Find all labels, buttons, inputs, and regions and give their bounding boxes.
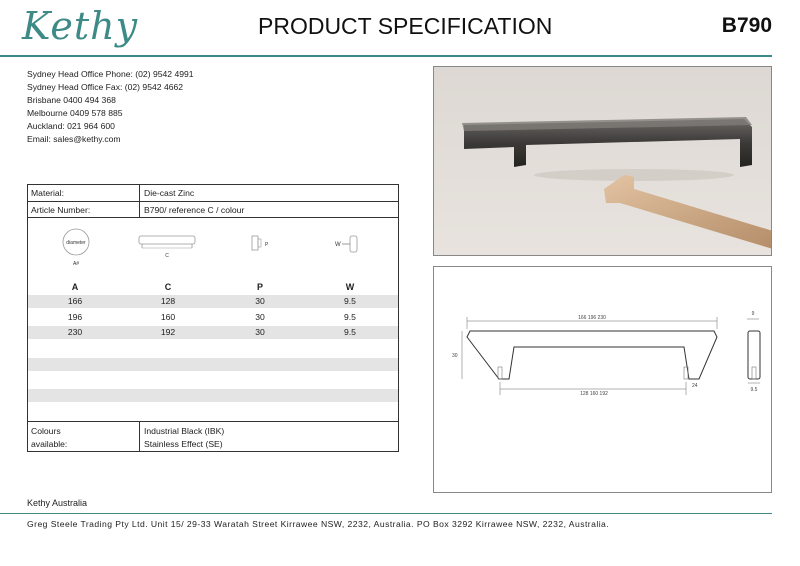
brass-handle	[604, 175, 772, 249]
projection-diagram	[250, 226, 272, 260]
colours-row	[28, 421, 398, 451]
cell: 192	[160, 327, 176, 337]
contact-line: Auckland: 021 964 600	[27, 121, 115, 132]
contact-line: Brisbane 0400 494 368	[27, 95, 116, 106]
length-diagram	[136, 226, 200, 260]
col-header-c: C	[164, 282, 172, 292]
handle-illustration	[434, 67, 772, 256]
product-code: B790	[721, 14, 772, 37]
cell: 196	[67, 312, 83, 322]
empty-row	[28, 358, 398, 371]
height-dimension: 30	[452, 353, 458, 359]
width-diagram	[334, 226, 366, 260]
article-label: Article Number:	[31, 205, 91, 215]
a-label: A#	[72, 261, 80, 267]
bottom-dimension: 128 160 192	[580, 391, 608, 397]
cell: 30	[255, 327, 265, 337]
cell: 30	[255, 296, 265, 306]
colour-option: Industrial Black (IBK)	[144, 426, 225, 436]
contact-email: Email: sales@kethy.com	[27, 134, 121, 145]
footer-divider	[0, 513, 772, 514]
col-header-w: W	[345, 282, 355, 292]
cell: 166	[67, 296, 83, 306]
cell: 9.5	[344, 327, 356, 337]
footer-company: Kethy Australia	[27, 498, 88, 508]
page-title: PRODUCT SPECIFICATION	[258, 13, 553, 39]
brand-logo: Kethy	[22, 4, 139, 48]
colours-label: Colours	[31, 426, 61, 436]
table-row	[28, 326, 398, 339]
column-divider	[139, 421, 140, 451]
side-bottom-dimension: 9.5	[750, 387, 758, 393]
p-label: P	[265, 242, 269, 248]
contact-block	[27, 68, 194, 147]
contact-line: Melbourne 0409 578 885	[27, 108, 123, 119]
cell: 9.5	[344, 312, 356, 322]
header-divider	[0, 55, 772, 57]
c-label: C	[165, 253, 169, 259]
leg-dimension: 24	[692, 383, 698, 389]
cell: 30	[255, 312, 265, 322]
cell: 128	[160, 296, 176, 306]
material-row	[28, 185, 398, 202]
cell: 9.5	[344, 296, 356, 306]
table-row	[28, 311, 398, 324]
diameter-diagram	[58, 226, 98, 268]
cell: 160	[160, 312, 176, 322]
column-divider	[139, 185, 140, 218]
colours-label: available:	[31, 439, 68, 449]
material-value: Die-cast Zinc	[144, 188, 195, 198]
dimension-drawing	[434, 267, 773, 494]
article-row	[28, 202, 398, 218]
w-label: W	[335, 242, 341, 248]
col-header-p: P	[256, 282, 263, 292]
contact-line: Sydney Head Office Phone: (02) 9542 4991	[27, 69, 194, 79]
article-value: B790/ reference C / colour	[144, 205, 245, 215]
product-photo	[433, 66, 772, 256]
technical-drawing	[433, 266, 772, 493]
material-label: Material:	[31, 188, 64, 198]
footer-address: Greg Steele Trading Pty Ltd. Unit 15/ 29-33 Waratah Street Kirrawee NSW, 2232, Australia. PO Box 3292 Kirrawee NSW, 2232, Australia.	[27, 519, 610, 529]
cell: 230	[67, 327, 83, 337]
table-row	[28, 295, 398, 308]
colour-option: Stainless Effect (SE)	[144, 439, 223, 449]
empty-row	[28, 389, 398, 402]
side-top-dimension: 9	[751, 311, 755, 317]
col-header-a: A	[71, 282, 79, 292]
top-dimension: 166 196 230	[578, 315, 606, 321]
diameter-label: diameter	[66, 240, 86, 246]
contact-line: Sydney Head Office Fax: (02) 9542 4662	[27, 82, 184, 93]
